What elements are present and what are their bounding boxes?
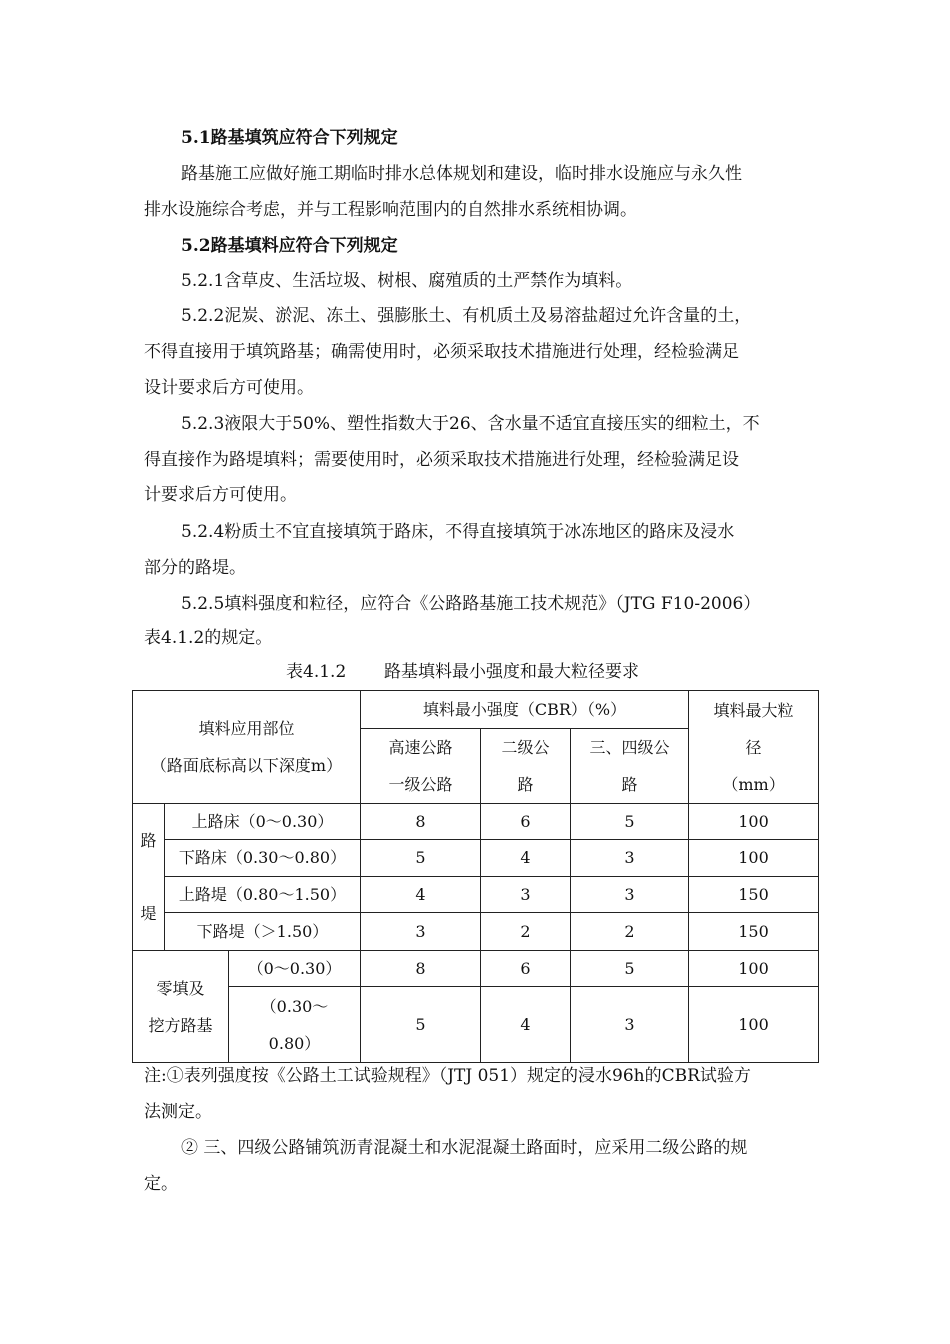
header-expressway-line1: 高速公路 [388,738,453,757]
row-grade2: 2 [481,913,571,951]
row-part-line2: 0.80） [268,1033,321,1053]
header-maxsize-line1: 填料最大粒 [713,700,794,720]
row-part [229,987,361,1063]
table-row [133,877,819,913]
row-grade2: 3 [481,877,571,913]
header-application-position [133,691,361,804]
row-part: （0～0.30） [229,951,361,987]
item-5-2-3-line1: 5.2.3液限大于50%、塑性指数大于26、含水量不适宜直接压实的细粒土，不 [181,414,760,434]
header-grade34 [571,729,689,804]
group-roadbed-char2: 堤 [140,904,157,923]
row-grade34: 5 [571,951,689,987]
section-5-1-paragraph-line1: 路基施工应做好施工期临时排水总体规划和建设，临时排水设施应与永久性 [181,164,742,184]
note-1-line1: 注:①表列强度按《公路土工试验规程》（JTJ 051）规定的浸水96h的CBR试验方 [144,1066,751,1086]
item-5-2-4-line2: 部分的路堤。 [144,558,246,578]
row-grade34: 3 [571,840,689,877]
table-row [133,913,819,951]
section-5-1-heading: 5.1路基填筑应符合下列规定 [181,128,398,148]
fill-material-table [132,690,819,1063]
header-min-strength-cbr: 填料最小强度（CBR）（%） [361,691,689,729]
item-5-2-2-line1: 5.2.2泥炭、淤泥、冻土、强膨胀土、有机质土及易溶盐超过允许含量的土， [181,306,752,326]
table-row [133,840,819,877]
item-5-2-5-line2: 表4.1.2的规定。 [144,628,273,648]
header-expressway [361,729,481,804]
header-position-line1: 填料应用部位 [198,719,295,738]
row-expressway: 8 [361,951,481,987]
row-expressway: 5 [361,987,481,1063]
row-expressway: 4 [361,877,481,913]
table-row [133,987,819,1063]
header-max-particle-size [689,691,819,804]
item-5-2-1: 5.2.1含草皮、生活垃圾、树根、腐殖质的土严禁作为填料。 [181,271,633,291]
header-maxsize-line2: 径 [745,737,762,757]
table-caption-number: 表4.1.2 [286,662,347,682]
row-expressway: 3 [361,913,481,951]
table-row [133,804,819,840]
note-1-line2: 法测定。 [144,1102,212,1122]
header-grade34-line2: 路 [621,775,638,794]
group-zero-line2: 挖方路基 [148,1015,213,1035]
row-part-line1: （0.30～ [260,996,329,1016]
section-5-1-paragraph-line2: 排水设施综合考虑，并与工程影响范围内的自然排水系统相协调。 [144,200,637,220]
group-roadbed-label [133,804,165,951]
group-zero-fill-label [133,951,229,1063]
row-part: 下路床（0.30～0.80） [165,840,361,877]
header-grade34-line1: 三、四级公 [589,738,670,757]
row-maxsize: 100 [689,840,819,877]
item-5-2-4-line1: 5.2.4粉质土不宜直接填筑于路床，不得直接填筑于冰冻地区的路床及浸水 [181,522,735,542]
header-grade2-line2: 路 [517,775,534,794]
row-maxsize: 100 [689,987,819,1063]
row-grade34: 3 [571,987,689,1063]
header-position-line2: （路面底标高以下深度m） [150,756,343,775]
row-grade2: 4 [481,987,571,1063]
row-grade34: 5 [571,804,689,840]
row-expressway: 5 [361,840,481,877]
table-caption-title: 路基填料最小强度和最大粒径要求 [384,662,639,682]
note-2-line1: ② 三、四级公路铺筑沥青混凝土和水泥混凝土路面时，应采用二级公路的规 [181,1138,748,1158]
row-expressway: 8 [361,804,481,840]
item-5-2-5-line1: 5.2.5填料强度和粒径，应符合《公路路基施工技术规范》（JTG F10-2006） [181,594,761,614]
row-part: 下路堤（＞1.50） [165,913,361,951]
row-maxsize: 150 [689,877,819,913]
header-maxsize-line3: （mm） [722,774,785,794]
row-grade2: 4 [481,840,571,877]
header-grade2-line1: 二级公 [501,738,550,757]
row-grade2: 6 [481,951,571,987]
header-expressway-line2: 一级公路 [388,775,453,794]
row-part: 上路堤（0.80～1.50） [165,877,361,913]
row-maxsize: 100 [689,804,819,840]
group-zero-line1: 零填及 [156,978,205,998]
item-5-2-2-line2: 不得直接用于填筑路基；确需使用时，必须采取技术措施进行处理，经检验满足 [144,342,739,362]
section-5-2-heading: 5.2路基填料应符合下列规定 [181,236,398,256]
group-roadbed-char1: 路 [140,831,157,850]
row-grade2: 6 [481,804,571,840]
table-row [133,951,819,987]
row-maxsize: 150 [689,913,819,951]
row-grade34: 2 [571,913,689,951]
header-grade2 [481,729,571,804]
row-part: 上路床（0～0.30） [165,804,361,840]
note-2-line2: 定。 [144,1174,178,1194]
row-grade34: 3 [571,877,689,913]
item-5-2-2-line3: 设计要求后方可使用。 [144,378,314,398]
row-maxsize: 100 [689,951,819,987]
item-5-2-3-line2: 得直接作为路堤填料；需要使用时，必须采取技术措施进行处理，经检验满足设 [144,450,739,470]
item-5-2-3-line3: 计要求后方可使用。 [144,485,297,505]
